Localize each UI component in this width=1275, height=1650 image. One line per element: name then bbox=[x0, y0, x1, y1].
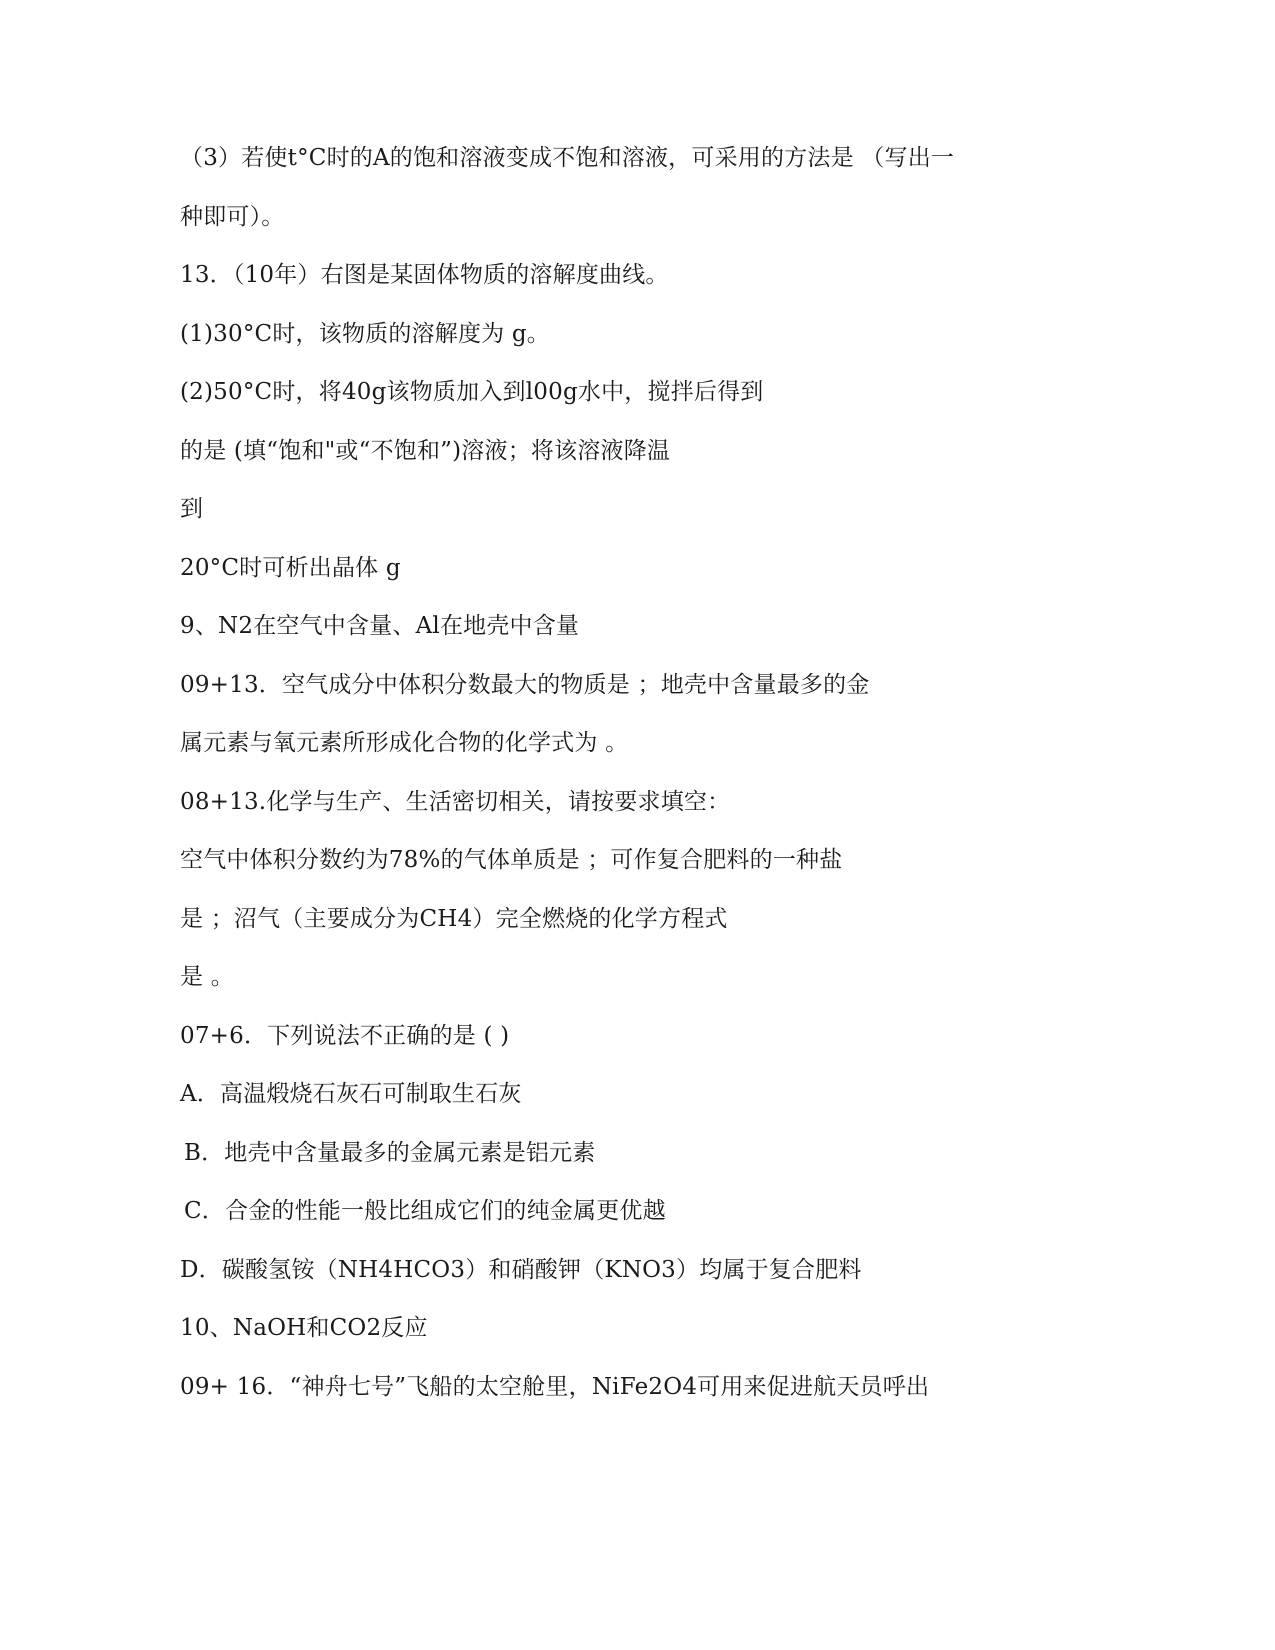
text-line: 20°C时可析出晶体 g bbox=[180, 554, 401, 581]
question-heading: 07+6．下列说法不正确的是 ( ) bbox=[180, 1022, 510, 1049]
text-line: (1)30°C时，该物质的溶解度为 g。 bbox=[180, 320, 550, 347]
text-line: 属元素与氧元素所形成化合物的化学式为 。 bbox=[180, 730, 629, 756]
option-d: D．碳酸氢铵（NH4HCO3）和硝酸钾（KNO3）均属于复合肥料 bbox=[180, 1256, 862, 1283]
question-heading: 08+13.化学与生产、生活密切相关，请按要求填空： bbox=[180, 788, 731, 815]
text-line: 是 。 bbox=[180, 964, 234, 990]
text-line: 空气中体积分数约为78%的气体单质是 ；可作复合肥料的一种盐 bbox=[180, 847, 843, 873]
text-line: (2)50°C时，将40g该物质加入到l00g水中，搅拌后得到 bbox=[180, 379, 764, 405]
text-line: 种即可）。 bbox=[180, 203, 285, 230]
question-heading: 13．（10年）右图是某固体物质的溶解度曲线。 bbox=[180, 262, 669, 288]
text-line: 的是 (填“饱和"或“不饱和”)溶液；将该溶液降温 bbox=[180, 437, 671, 464]
text-line: 到 bbox=[180, 496, 204, 522]
option-b: B．地壳中含量最多的金属元素是铝元素 bbox=[184, 1139, 596, 1166]
option-c: C．合金的性能一般比组成它们的纯金属更优越 bbox=[184, 1198, 666, 1224]
text-body bbox=[180, 138, 1080, 1425]
question-heading: 09+13．空气成分中体积分数最大的物质是 ；地壳中含量最多的金 bbox=[180, 671, 870, 698]
option-a: A．高温煅烧石灰石可制取生石灰 bbox=[180, 1081, 522, 1107]
text-line: （3）若使t°C时的A的饱和溶液变成不饱和溶液，可采用的方法是 （写出一 bbox=[180, 145, 955, 171]
question-heading: 09+ 16．“神舟七号”飞船的太空舱里，NiFe2O4可用来促进航天员呼出 bbox=[180, 1373, 930, 1400]
text-line: 是 ；沼气（主要成分为CH4）完全燃烧的化学方程式 bbox=[180, 905, 728, 932]
topic-heading: 10、NaOH和CO2反应 bbox=[180, 1315, 428, 1341]
topic-heading: 9、N2在空气中含量、Al在地壳中含量 bbox=[180, 613, 580, 639]
